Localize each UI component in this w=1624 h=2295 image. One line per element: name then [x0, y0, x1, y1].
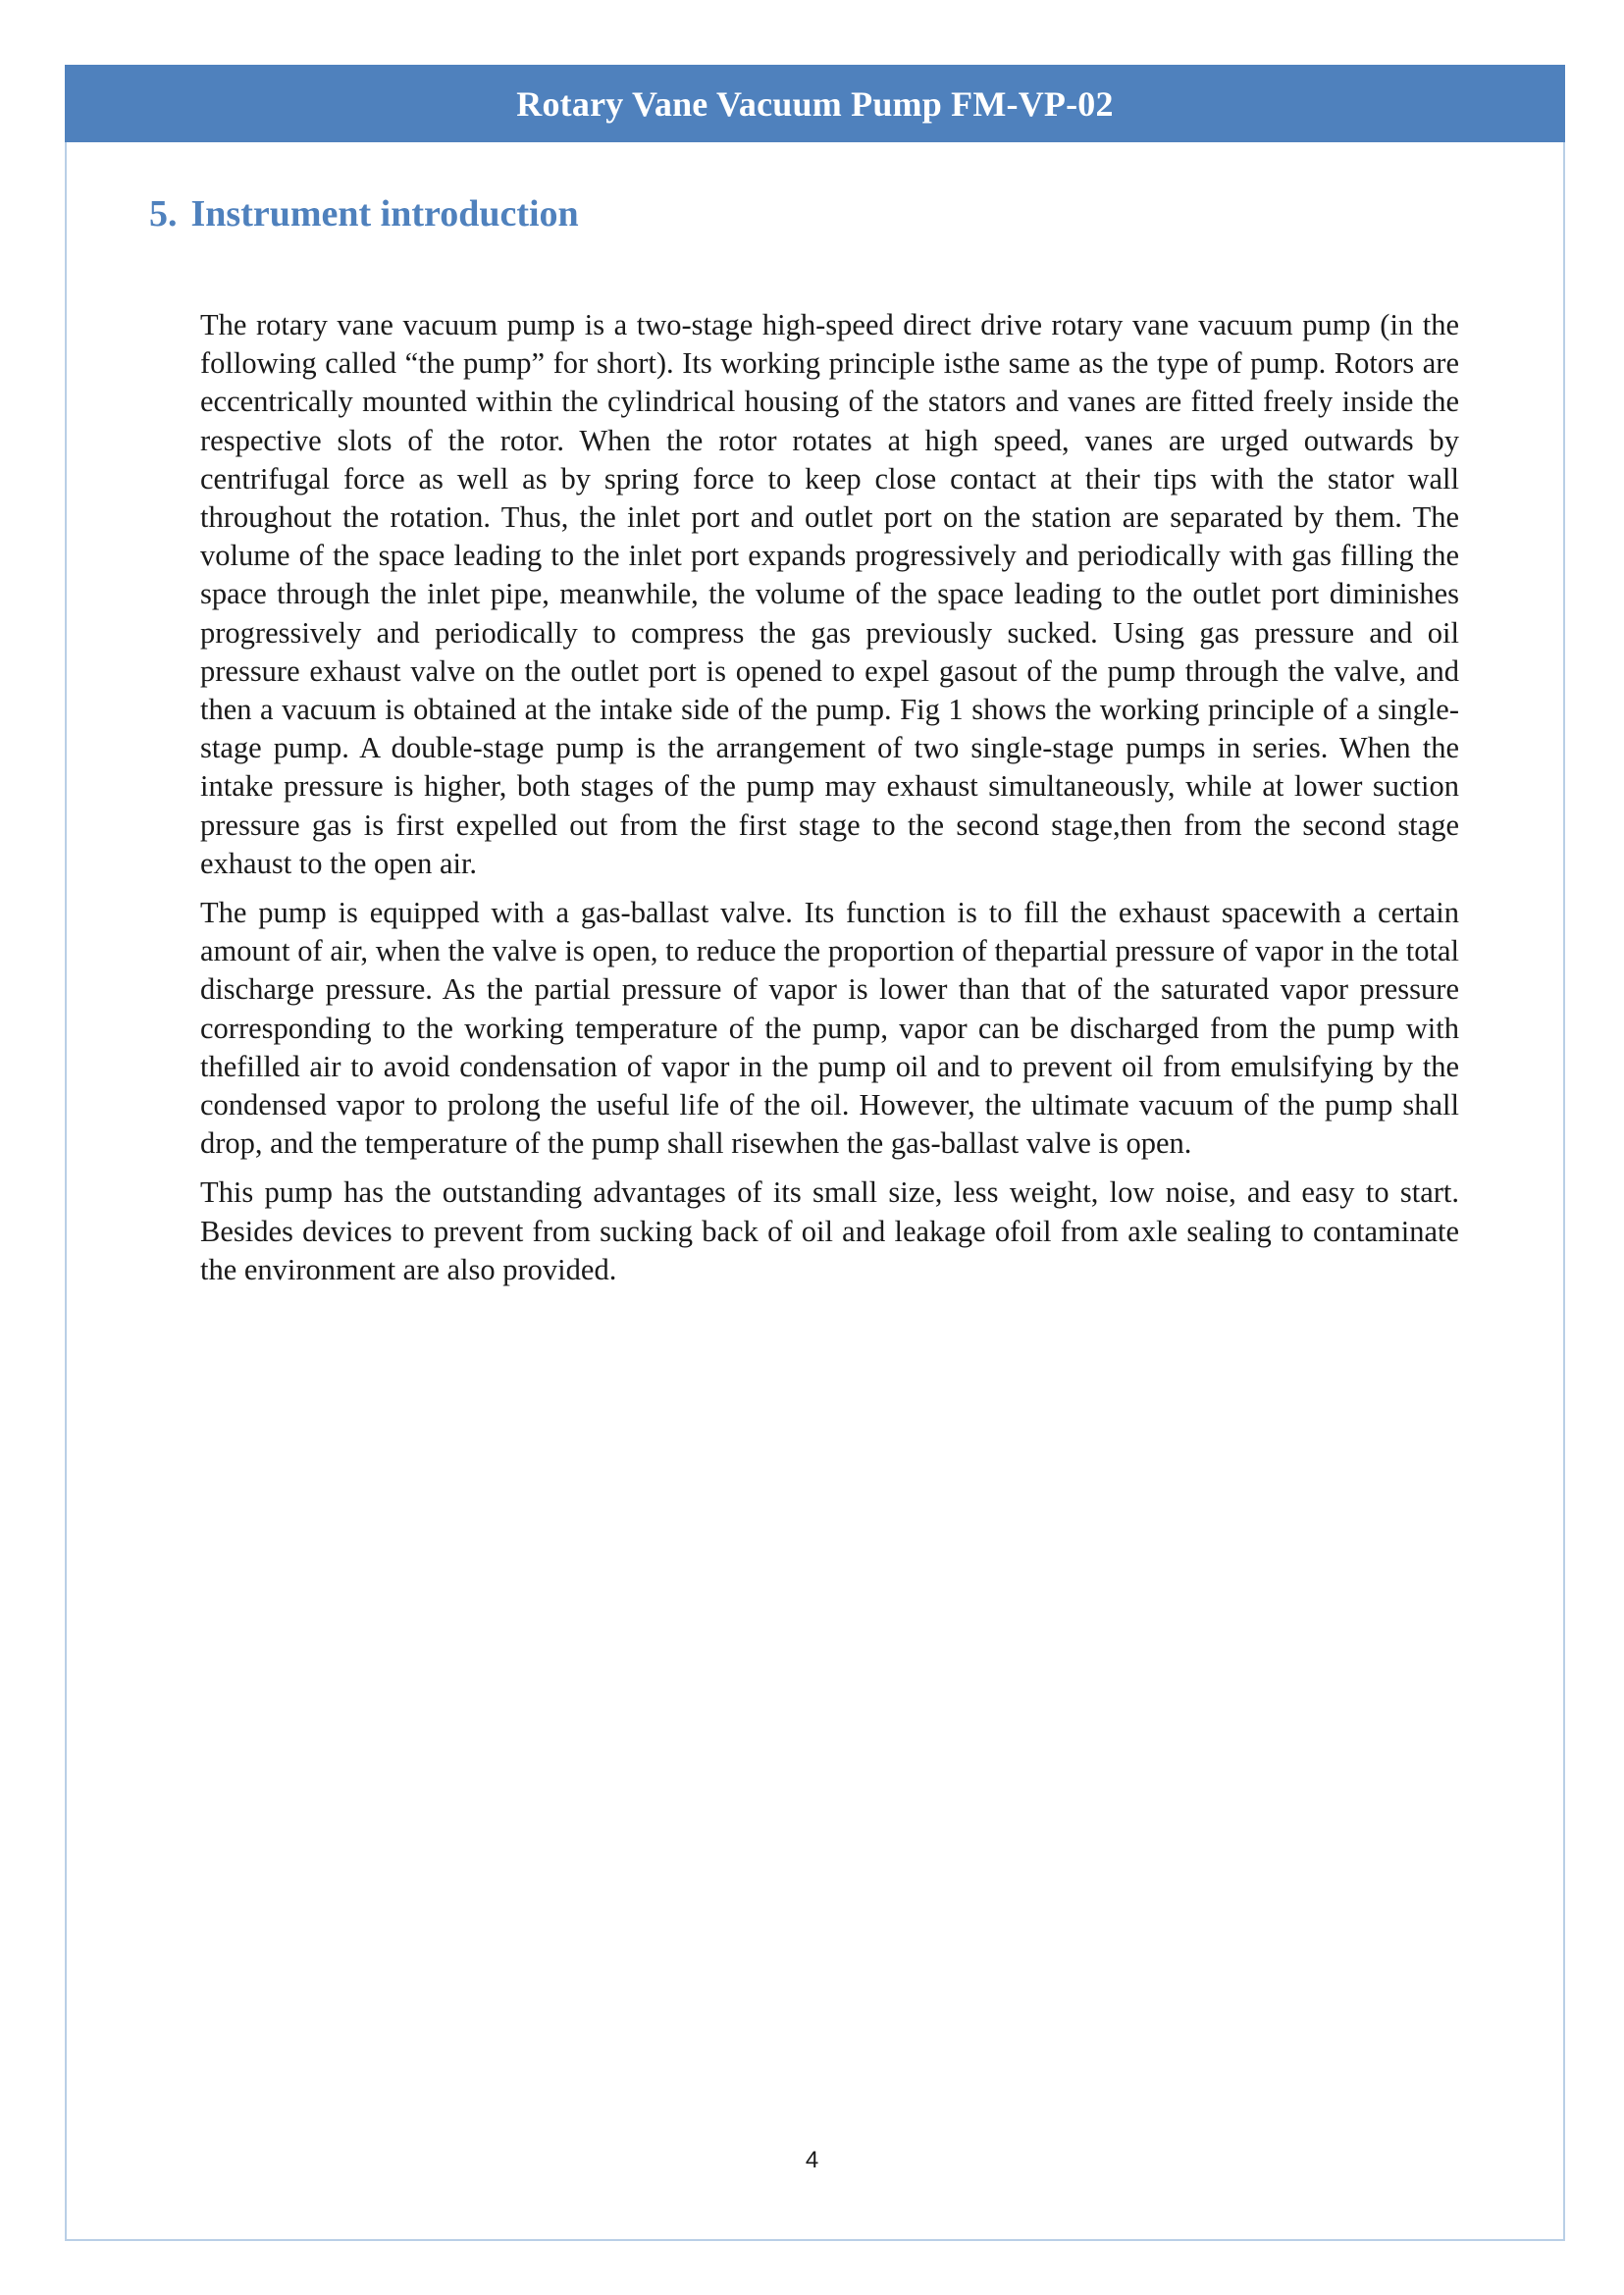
paragraph-advantages: This pump has the outstanding advantages of its small size, less weight, low noise, and easy to start. Besides devices to prevent from sucking back of oil and leakage ofoil from axle sealing to contaminate the environment are also provided. — [200, 1175, 1459, 1286]
paragraph-gas-ballast: The pump is equipped with a gas-ballast valve. Its function is to fill the exhaust spacewith a certain amount of air, when the valve is open, to reduce the proportion of thepartial pressure of vapor in the total discharge pressure. As the partial pressure of vapor is lower than that of the saturated vapor pressure corresponding to the working temperature of the pump, vapor can be discharged from the pump with thefilled air to avoid condensation of vapor in the pump oil and to prevent oil from emulsifying by the condensed vapor to prolong the useful life of the oil. However, the ultimate vacuum of the pump shall drop, and the temperature of the pump shall risewhen the gas-ballast valve is open. — [200, 896, 1459, 1161]
body-text — [200, 306, 1459, 1300]
page-number: 4 — [805, 2147, 819, 2173]
section-number: 5. — [149, 193, 178, 235]
header-bar — [65, 65, 1565, 142]
section-title: Instrument introduction — [190, 193, 579, 235]
document-title: Rotary Vane Vacuum Pump FM-VP-02 — [516, 83, 1114, 124]
section-heading — [149, 192, 579, 235]
paragraph-working-principle: The rotary vane vacuum pump is a two-stage high-speed direct drive rotary vane vacuum pump (in the following called “the pump” for short). Its working principle isthe same as the type of pump. Rotors are eccentrically mounted within the cylindrical housing of the stators and vanes are fitted freely inside the respective slots of the rotor. When the rotor rotates at high speed, vanes are urged outwards by centrifugal force as well as by spring force to keep close contact at their tips with the stator wall throughout the rotation. Thus, the inlet port and outlet port on the station are separated by them. The volume of the space leading to the inlet port expands progressively and periodically with gas filling the space through the inlet pipe, meanwhile, the volume of the space leading to the outlet port diminishes progressively and periodically to compress the gas previously sucked. Using gas pressure and oil pressure exhaust valve on the outlet port is opened to expel gasout of the pump through the valve, and then a vacuum is obtained at the intake side of the pump. Fig 1 shows the working principle of a single-stage pump. A double-stage pump is the arrangement of two single-stage pumps in series. When the intake pressure is higher, both stages of the pump may exhaust simultaneously, while at lower suction pressure gas is first expelled out from the first stage to the second stage,then from the second stage exhaust to the open air. — [200, 308, 1459, 880]
